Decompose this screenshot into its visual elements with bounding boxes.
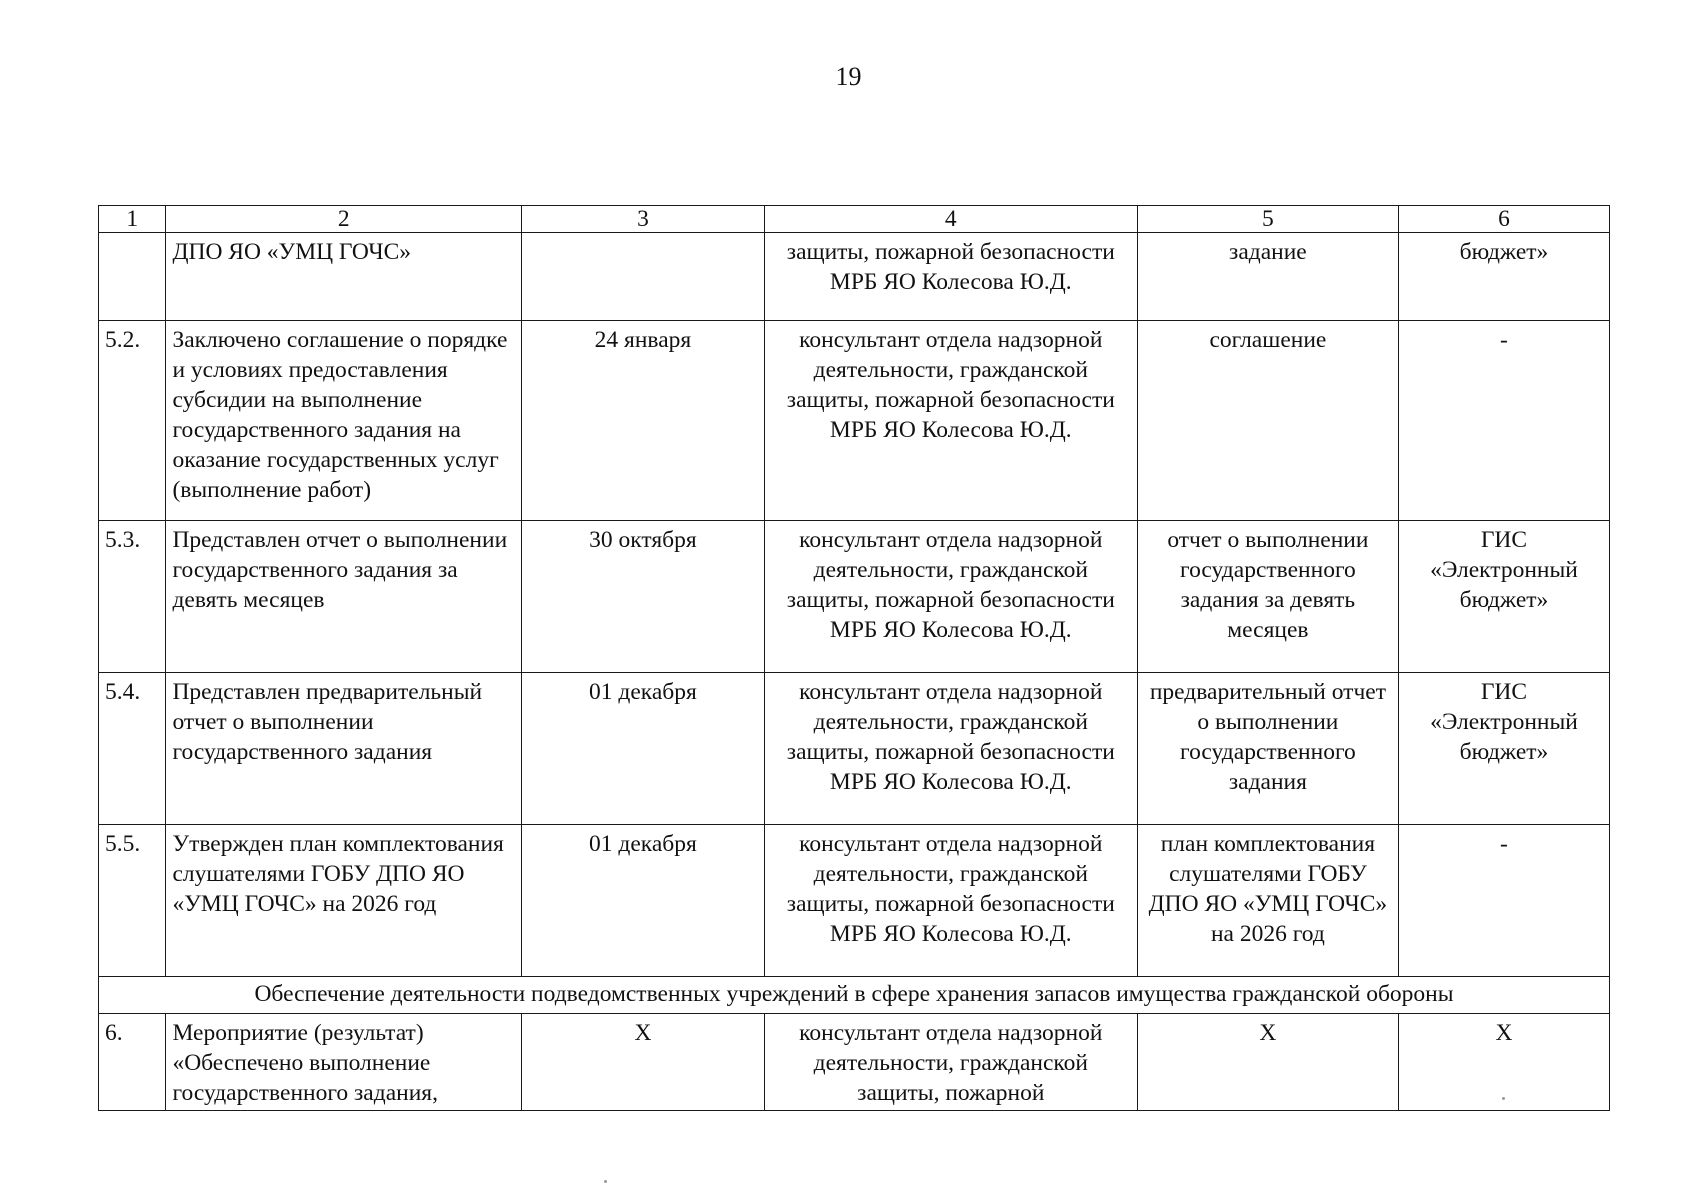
header-cell: 4	[764, 206, 1137, 233]
table-row	[99, 1014, 1610, 1111]
scan-speck	[1502, 1097, 1505, 1100]
header-cell: 5	[1137, 206, 1398, 233]
row-responsible: консультант отдела надзорной деятельности, гражданской защиты, пожарной безопасности МРБ ЯО Колесова Ю.Д.	[764, 521, 1137, 673]
section-row	[99, 977, 1610, 1014]
row-document: предварительный отчет о выполнении государственного задания	[1137, 673, 1398, 825]
row-responsible: консультант отдела надзорной деятельности, гражданской защиты, пожарной безопасности МРБ ЯО Колесова Ю.Д.	[764, 825, 1137, 977]
row-document: отчет о выполнении государственного задания за девять месяцев	[1137, 521, 1398, 673]
row-date: Х	[522, 1014, 765, 1111]
row-document: Х	[1137, 1014, 1398, 1111]
header-cell: 6	[1398, 206, 1609, 233]
header-cell: 1	[99, 206, 166, 233]
row-document: соглашение	[1137, 321, 1398, 521]
scan-speck	[604, 1180, 607, 1183]
row-system: ГИС «Электронный бюджет»	[1398, 521, 1609, 673]
row-document: план комплектования слушателями ГОБУ ДПО ЯО «УМЦ ГОЧС» на 2026 год	[1137, 825, 1398, 977]
row-date	[522, 233, 765, 321]
row-document: задание	[1137, 233, 1398, 321]
header-row	[99, 206, 1610, 233]
plan-table	[98, 205, 1610, 1111]
page-number: 19	[835, 62, 862, 91]
row-number: 5.2.	[99, 321, 166, 521]
row-responsible: защиты, пожарной безопасности МРБ ЯО Колесова Ю.Д.	[764, 233, 1137, 321]
section-title: Обеспечение деятельности подведомственных учреждений в сфере хранения запасов имущества гражданской обороны	[99, 977, 1610, 1014]
row-system: -	[1398, 825, 1609, 977]
row-number: 5.4.	[99, 673, 166, 825]
row-name: Утвержден план комплектования слушателями ГОБУ ДПО ЯО «УМЦ ГОЧС» на 2026 год	[166, 825, 522, 977]
row-date: 30 октября	[522, 521, 765, 673]
row-system: Х	[1398, 1014, 1609, 1111]
row-number: 6.	[99, 1014, 166, 1111]
table-row	[99, 321, 1610, 521]
row-name: Заключено соглашение о порядке и условиях предоставления субсидии на выполнение государственного задания на оказание государственных услуг (выполнение работ)	[166, 321, 522, 521]
row-name: Представлен предварительный отчет о выполнении государственного задания	[166, 673, 522, 825]
table-row	[99, 233, 1610, 321]
row-name: Мероприятие (результат) «Обеспечено выполнение государственного задания,	[166, 1014, 522, 1111]
table-row	[99, 825, 1610, 977]
row-system: -	[1398, 321, 1609, 521]
row-system: ГИС «Электронный бюджет»	[1398, 673, 1609, 825]
row-responsible: консультант отдела надзорной деятельности, гражданской защиты, пожарной	[764, 1014, 1137, 1111]
header-cell: 2	[166, 206, 522, 233]
row-date: 24 января	[522, 321, 765, 521]
row-name: Представлен отчет о выполнении государственного задания за девять месяцев	[166, 521, 522, 673]
row-responsible: консультант отдела надзорной деятельности, гражданской защиты, пожарной безопасности МРБ ЯО Колесова Ю.Д.	[764, 673, 1137, 825]
header-cell: 3	[522, 206, 765, 233]
row-number	[99, 233, 166, 321]
row-date: 01 декабря	[522, 825, 765, 977]
table-row	[99, 521, 1610, 673]
row-number: 5.3.	[99, 521, 166, 673]
row-responsible: консультант отдела надзорной деятельности, гражданской защиты, пожарной безопасности МРБ ЯО Колесова Ю.Д.	[764, 321, 1137, 521]
row-name: ДПО ЯО «УМЦ ГОЧС»	[166, 233, 522, 321]
row-system: бюджет»	[1398, 233, 1609, 321]
table-row	[99, 673, 1610, 825]
row-date: 01 декабря	[522, 673, 765, 825]
row-number: 5.5.	[99, 825, 166, 977]
